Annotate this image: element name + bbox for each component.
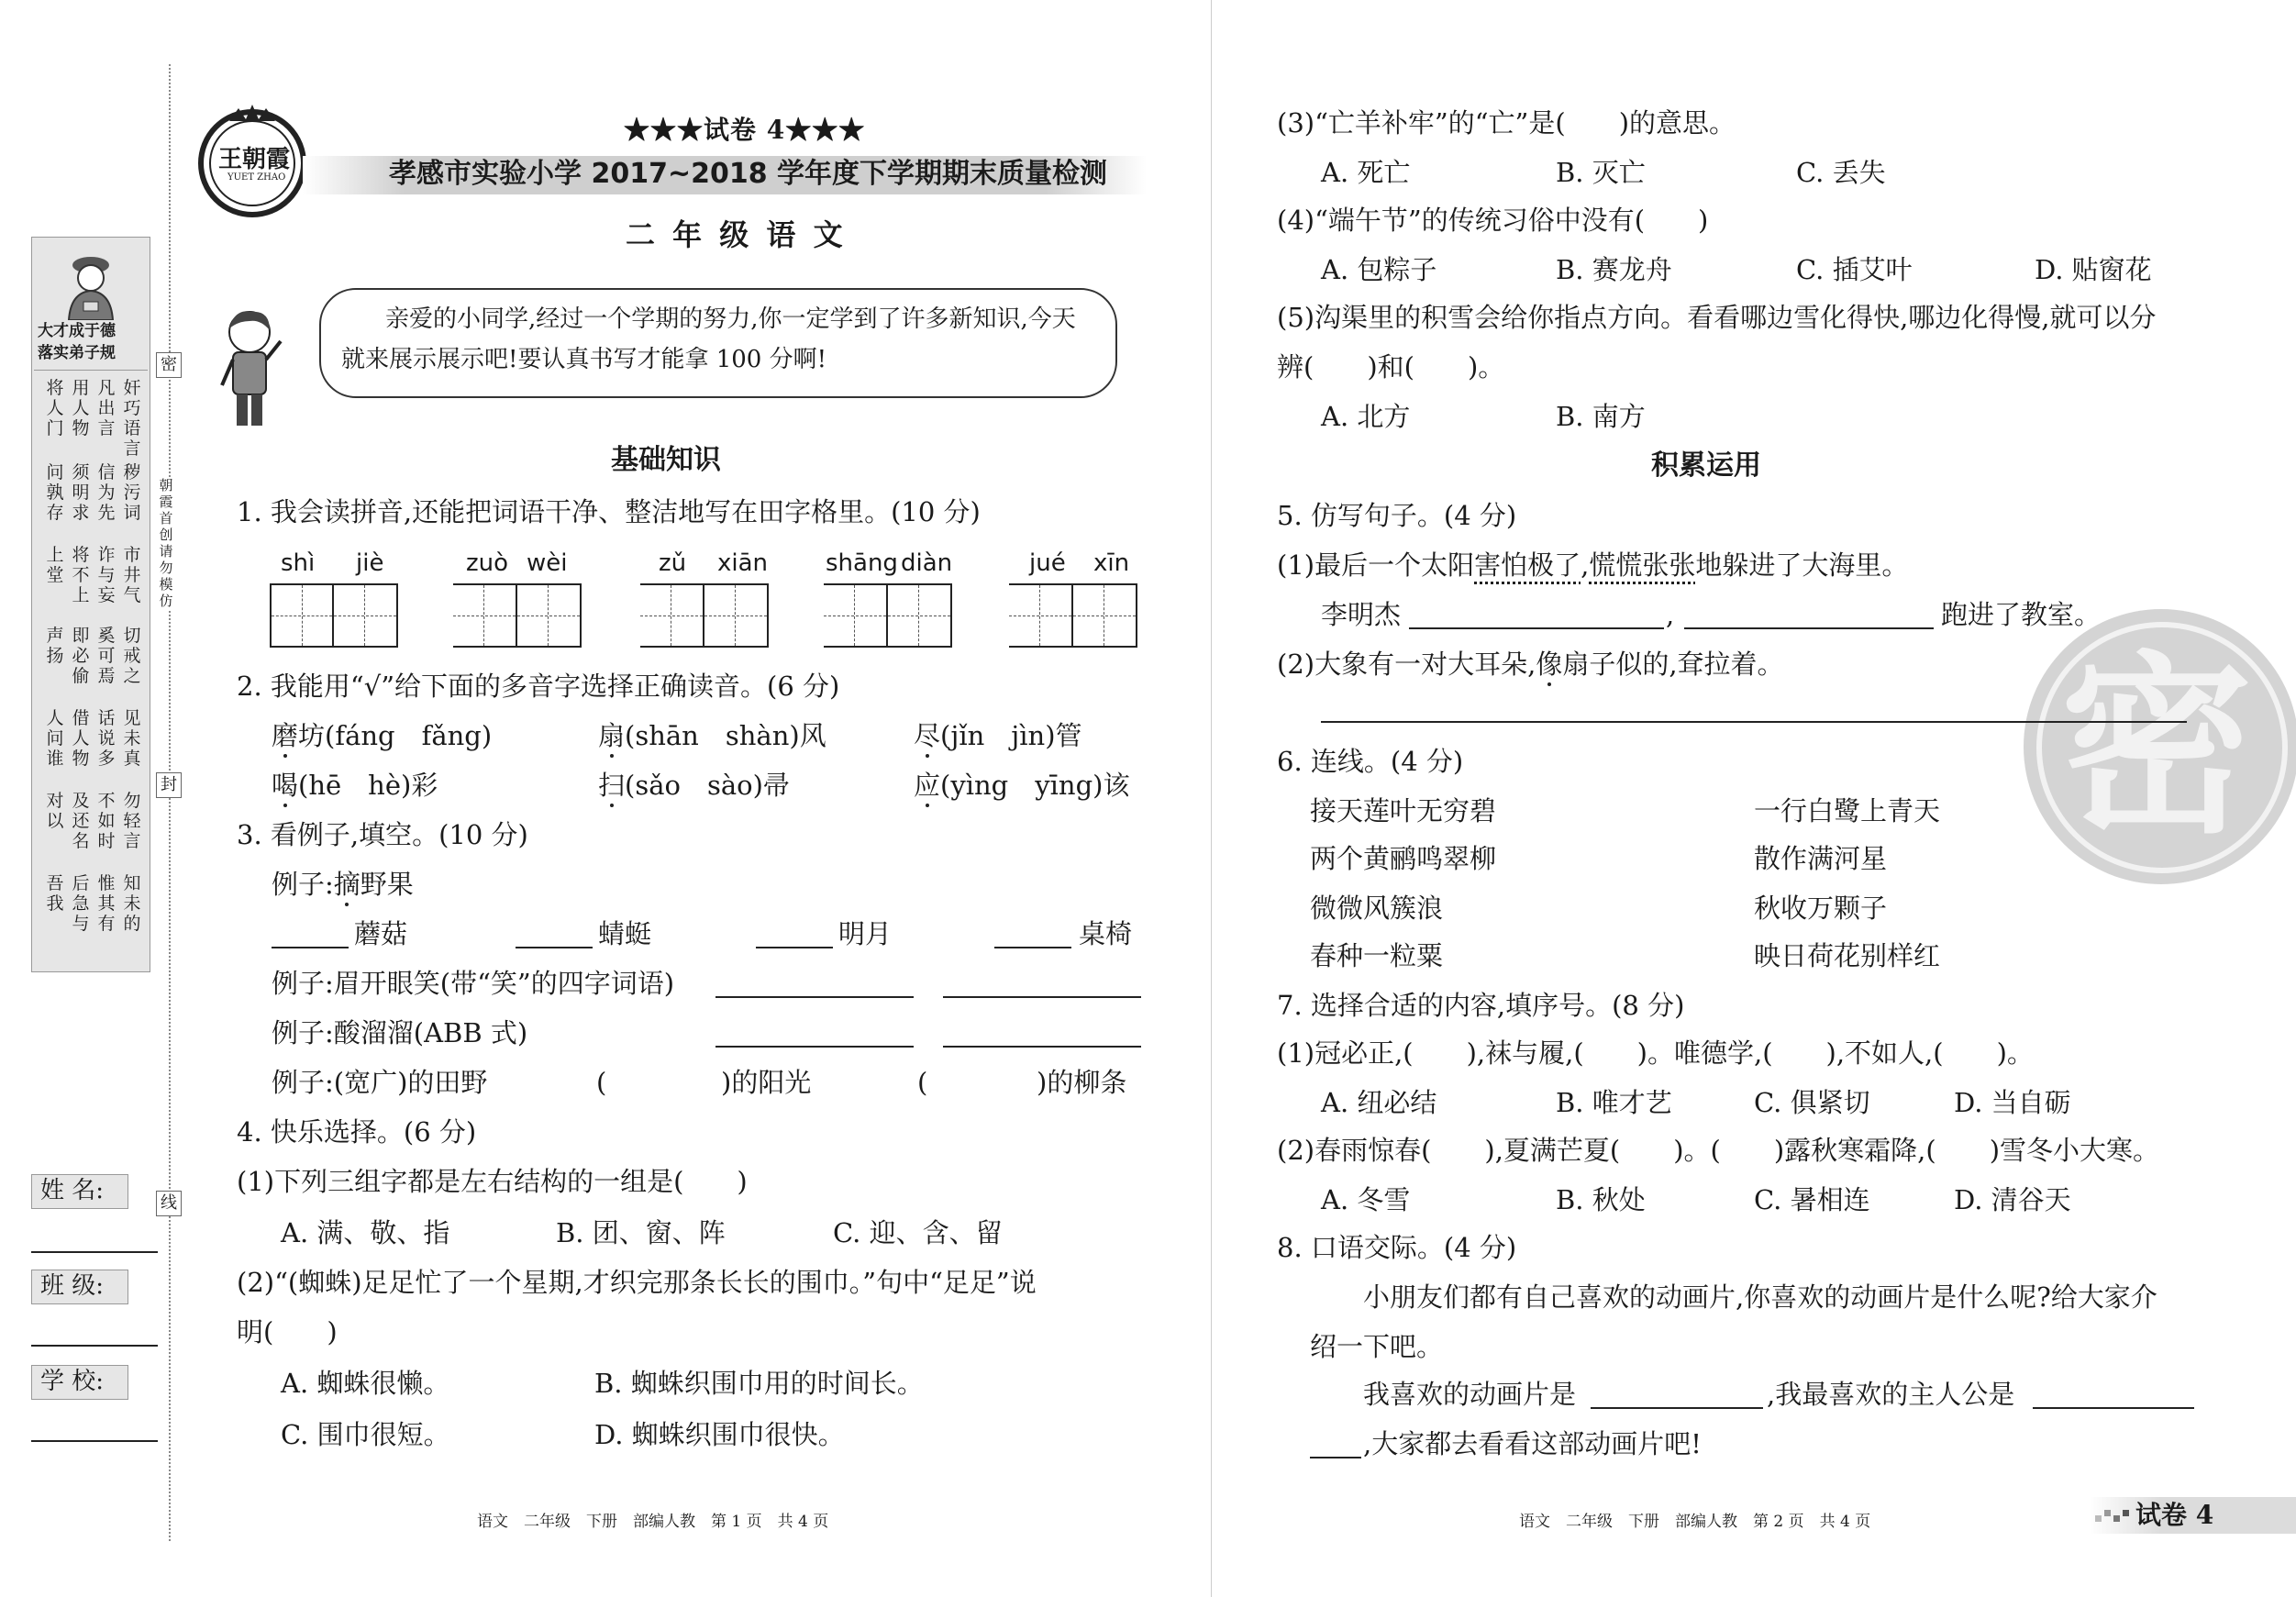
- q5-1-comma: ,: [1666, 599, 1675, 630]
- q5-2-pre: (2)大象有一对大耳朵,: [1277, 649, 1536, 680]
- q2-item-2: [598, 719, 826, 752]
- q8-line-4: ,大家都去看看这部动画片吧!: [1363, 1428, 1702, 1459]
- verse-col: 用人物: [72, 378, 90, 438]
- q4-3-option-b[interactable]: B. 灭亡: [1556, 157, 1646, 188]
- q4-2-option-d[interactable]: D. 蜘蛛织围巾很快。: [594, 1419, 845, 1450]
- pinyin-1a: shì: [281, 549, 316, 577]
- page-divider: [1211, 0, 1212, 1597]
- q2-item-3: [914, 719, 1082, 752]
- verse-col: 吾我: [46, 873, 64, 914]
- q2-char-dot: 扇: [598, 720, 626, 751]
- q5-2-answer-line[interactable]: [1321, 721, 2187, 723]
- pinyin-3b: xiān: [717, 549, 769, 577]
- verse-col: 后急与: [72, 873, 90, 934]
- q3-paren-open: (: [596, 1067, 607, 1098]
- verse-col: 诈与妄: [97, 545, 116, 605]
- q5-1-name: 李明杰: [1321, 599, 1402, 630]
- q3-example-label: 例子:: [272, 869, 334, 900]
- verse-col: 切戒之: [123, 626, 141, 686]
- q3-blank[interactable]: [715, 1046, 914, 1048]
- q4-2-line-1: (2)“(蜘蛛)足足忙了一个星期,才织完那条长长的围巾。”句中“足足”说: [237, 1267, 1037, 1298]
- q4-1-option-c[interactable]: C. 迎、含、留: [833, 1217, 1003, 1248]
- q3-fill-word: 桌椅: [1079, 918, 1133, 949]
- pinyin-4a: shāng: [826, 549, 898, 577]
- q7-1: (1)冠必正,( ),袜与履,( )。唯德学,( ),不如人,( )。: [1277, 1037, 2034, 1069]
- q3-fill-word: 蘑菇: [354, 918, 408, 949]
- tian-box[interactable]: [453, 583, 517, 648]
- q4-4-option-a[interactable]: A. 包粽子: [1321, 254, 1437, 285]
- verse-col: 上堂: [46, 545, 64, 585]
- q7-1-option-b[interactable]: B. 唯才艺: [1556, 1087, 1672, 1118]
- q5-1-post: 地躲进了大海里。: [1695, 549, 1909, 581]
- greeting-line-1: 亲爱的小同学,经过一个学期的努力,你一定学到了许多新知识,今天: [385, 305, 1076, 333]
- q7-1-option-a[interactable]: A. 纽必结: [1321, 1087, 1437, 1118]
- q2-rest[interactable]: (yìng yīng)该: [940, 770, 1130, 801]
- q6-left-3[interactable]: 微微风簇浪: [1310, 893, 1444, 924]
- q6-left-1[interactable]: 接天莲叶无穷碧: [1310, 795, 1497, 826]
- pinyin-5b: xīn: [1093, 549, 1130, 577]
- q7-1-option-d[interactable]: D. 当自砺: [1954, 1087, 2071, 1118]
- boy-illustration: [213, 305, 286, 433]
- sidebar-motto-panel: [31, 237, 150, 972]
- q4-5-line-1: (5)沟渠里的积雪会给你指点方向。看看哪边雪化得快,哪边化得慢,就可以分: [1277, 302, 2157, 333]
- tian-box[interactable]: [1009, 583, 1073, 648]
- logo-subtext: YUET ZHAO: [227, 172, 286, 183]
- verse-col: 见未真: [123, 708, 141, 769]
- q3-blank[interactable]: [943, 1046, 1141, 1048]
- verse-col: 信为先: [97, 462, 116, 523]
- verse-col: 对以: [46, 791, 64, 831]
- q4-5-line-2: 辨( )和( )。: [1277, 351, 1505, 383]
- q2-char-dot: 喝: [272, 770, 299, 801]
- tian-box[interactable]: [270, 583, 334, 648]
- q6-right-1[interactable]: 一行白鹭上青天: [1754, 795, 1941, 826]
- q3-paren-open: (: [917, 1067, 928, 1098]
- q3-fill-word: 明月: [838, 918, 893, 949]
- pinyin-2a: zuò: [466, 549, 509, 577]
- q8-blank-hero-2[interactable]: [1310, 1457, 1361, 1458]
- q3-blank-paren[interactable]: )的阳光: [721, 1067, 812, 1098]
- question-4: 4. 快乐选择。(6 分): [237, 1116, 477, 1148]
- q2-rest[interactable]: (hē hè)彩: [298, 770, 438, 801]
- school-label: 学 校:: [40, 1368, 105, 1395]
- q3-example-1: [272, 868, 414, 901]
- corner-badge-text: 试卷 4: [2135, 1500, 2214, 1530]
- q3-blank[interactable]: [516, 947, 593, 948]
- tian-box[interactable]: [1073, 583, 1137, 648]
- sidebar-motto-2: 落实弟子规: [38, 344, 116, 362]
- school-title: 孝感市实验小学 2017~2018 学年度下学期期末质量检测: [389, 158, 1108, 190]
- section-title-accumulation: 积累运用: [1651, 449, 1761, 482]
- q2-item-1: [272, 719, 492, 752]
- q6-right-4[interactable]: 映日荷花别样红: [1754, 940, 1941, 971]
- q5-1-blank-1[interactable]: [1409, 627, 1664, 629]
- q3-blank-paren[interactable]: )的柳条: [1037, 1067, 1127, 1098]
- tian-box[interactable]: [888, 583, 952, 648]
- q4-4: (4)“端午节”的传统习俗中没有( ): [1277, 205, 1709, 236]
- subject-title: 二 年 级 语 文: [626, 217, 847, 252]
- q6-left-2[interactable]: 两个黄鹂鸣翠柳: [1310, 843, 1497, 874]
- q3-blank[interactable]: [272, 947, 349, 948]
- q7-2-option-d[interactable]: D. 清谷天: [1954, 1184, 2071, 1215]
- q4-4-option-d[interactable]: D. 贴窗花: [2035, 254, 2152, 285]
- confidential-stamp: [2024, 609, 2296, 884]
- q5-1-end: 跑进了教室。: [1941, 599, 2102, 630]
- q7-2-option-a[interactable]: A. 冬雪: [1321, 1184, 1411, 1215]
- q4-4-option-b[interactable]: B. 赛龙舟: [1556, 254, 1672, 285]
- q5-2-post: 扇子似的,耷拉着。: [1562, 649, 1784, 680]
- q8-line-3a: 我喜欢的动画片是: [1363, 1379, 1577, 1410]
- tian-box[interactable]: [334, 583, 398, 648]
- q6-right-3[interactable]: 秋收万颗子: [1754, 893, 1888, 924]
- paper-badge: ★★★试卷 4★★★: [624, 115, 866, 145]
- pinyin-5a: jué: [1029, 549, 1066, 577]
- verse-col: 惟其有: [97, 873, 116, 934]
- q4-3: (3)“亡羊补牢”的“亡”是( )的意思。: [1277, 107, 1736, 139]
- q3-example-3: 例子:酸溜溜(ABB 式): [272, 1017, 528, 1048]
- verse-col: 须明求: [72, 462, 90, 523]
- q4-5-option-a[interactable]: A. 北方: [1321, 401, 1411, 432]
- pinyin-3a: zǔ: [659, 549, 687, 577]
- verse-col: 将人门: [46, 378, 64, 438]
- q4-1-option-a[interactable]: A. 满、敬、指: [281, 1217, 450, 1248]
- name-field[interactable]: [31, 1174, 160, 1257]
- question-5: 5. 仿写句子。(4 分): [1277, 500, 1517, 531]
- right-footer: 语文 二年级 下册 部编人教 第 2 页 共 4 页: [1519, 1513, 1871, 1531]
- class-label: 班 级:: [40, 1272, 105, 1300]
- q3-example-2: 例子:眉开眼笑(带“笑”的四字词语): [272, 968, 675, 999]
- verse-col: 话说多: [97, 708, 116, 769]
- question-1: 1. 我会读拼音,还能把词语干净、整洁地写在田字格里。(10 分): [237, 496, 981, 527]
- seal-label-original: 朝霞首创 请勿模仿: [156, 477, 176, 609]
- q3-fill-word: 蜻蜓: [598, 918, 652, 949]
- q2-char-dot: 磨: [272, 720, 299, 751]
- q3-blank[interactable]: [715, 996, 914, 998]
- q2-rest[interactable]: (shān shàn)风: [625, 720, 826, 751]
- verse-col: 人问谁: [46, 708, 64, 769]
- name-label: 姓 名:: [40, 1177, 105, 1204]
- q4-2-option-c[interactable]: C. 围巾很短。: [281, 1419, 450, 1450]
- sidebar-verse-block: [34, 370, 148, 967]
- verse-col: 知未的: [123, 873, 141, 934]
- greeting-line-2: 就来展示展示吧!要认真书写才能拿 100 分啊!: [341, 346, 827, 373]
- q3-example-rest: 野果: [360, 869, 414, 900]
- tian-box[interactable]: [640, 583, 704, 648]
- verse-col: 秽污词: [123, 462, 141, 523]
- header-logo: [193, 101, 312, 220]
- verse-col: 及还名: [72, 791, 90, 851]
- q3-blank[interactable]: [994, 947, 1071, 948]
- logo-text: 王朝霞: [218, 146, 291, 173]
- seal-label-feng: 封: [156, 772, 182, 798]
- q4-3-option-a[interactable]: A. 死亡: [1321, 157, 1411, 188]
- q5-2: [1277, 648, 1784, 681]
- school-field[interactable]: [31, 1365, 160, 1447]
- q5-1: [1277, 549, 1908, 582]
- binding-dotted-line: [169, 64, 171, 1541]
- q7-2: (2)春雨惊春( ),夏满芒夏( )。( )露秋寒霜降,( )雪冬小大寒。: [1277, 1135, 2160, 1166]
- seal-label-mi: 密: [156, 352, 182, 378]
- q5-1-pre: (1)最后一个太阳: [1277, 549, 1475, 581]
- verse-col: 声扬: [46, 626, 64, 666]
- scholar-illustration: [52, 247, 129, 320]
- verse-col: 奚可焉: [97, 626, 116, 686]
- q5-1-blank-2[interactable]: [1684, 627, 1934, 629]
- q7-1-option-c[interactable]: C. 俱紧切: [1754, 1087, 1870, 1118]
- q8-line-3b: ,我最喜欢的主人公是: [1767, 1379, 2015, 1410]
- q3-example-4: 例子:(宽广)的田野: [272, 1067, 488, 1098]
- q2-rest[interactable]: 坊(fáng fǎng): [298, 720, 493, 751]
- q2-char-dot: 应: [914, 770, 941, 801]
- sidebar-motto-1: 大才成于德: [38, 322, 116, 340]
- q2-rest[interactable]: (jǐn jìn)管: [940, 720, 1082, 751]
- q3-blank[interactable]: [756, 947, 833, 948]
- verse-col: 凡出言: [97, 378, 116, 438]
- seal-label-xian: 线: [156, 1191, 182, 1216]
- q8-blank-cartoon[interactable]: [1591, 1407, 1763, 1409]
- tian-box[interactable]: [517, 583, 582, 648]
- tian-box[interactable]: [704, 583, 769, 648]
- q2-item-4: [272, 769, 438, 802]
- q5-2-dot: 像: [1536, 649, 1563, 680]
- q4-1-option-b[interactable]: B. 团、窗、阵: [556, 1217, 726, 1248]
- verse-col: 问孰存: [46, 462, 64, 523]
- section-title-basics: 基础知识: [611, 444, 721, 476]
- question-7: 7. 选择合适的内容,填序号。(8 分): [1277, 990, 1685, 1021]
- school-line: [31, 1440, 158, 1442]
- pinyin-1b: jiè: [356, 549, 384, 577]
- q8-line-2: 绍一下吧。: [1310, 1331, 1444, 1362]
- q6-right-2[interactable]: 散作满河星: [1754, 843, 1888, 874]
- name-line: [31, 1251, 158, 1253]
- q4-4-option-c[interactable]: C. 插艾叶: [1796, 254, 1913, 285]
- q3-blank[interactable]: [943, 996, 1141, 998]
- verse-col: 市井气: [123, 545, 141, 605]
- question-2: 2. 我能用“√”给下面的多音字选择正确读音。(6 分): [237, 671, 840, 702]
- class-field[interactable]: [31, 1270, 160, 1352]
- verse-col: 即必偷: [72, 626, 90, 686]
- q4-2-option-b[interactable]: B. 蜘蛛织围巾用的时间长。: [594, 1368, 924, 1399]
- verse-col: 将不上: [72, 545, 90, 605]
- q5-1-mid: ,: [1581, 549, 1590, 581]
- verse-col: 勿轻言: [123, 791, 141, 851]
- q2-char-dot: 尽: [914, 720, 941, 751]
- verse-col: 奸巧语言: [123, 378, 141, 459]
- q2-item-5: [598, 769, 790, 802]
- pinyin-4b: diàn: [901, 549, 953, 577]
- left-footer: 语文 二年级 下册 部编人教 第 1 页 共 4 页: [477, 1513, 829, 1531]
- q7-2-option-c[interactable]: C. 暑相连: [1754, 1184, 1870, 1215]
- q4-3-option-c[interactable]: C. 丢失: [1796, 157, 1886, 188]
- q8-blank-hero-1[interactable]: [2033, 1407, 2194, 1409]
- q7-2-option-b[interactable]: B. 秋处: [1556, 1184, 1646, 1215]
- tian-box[interactable]: [824, 583, 888, 648]
- q8-line-1: 小朋友们都有自己喜欢的动画片,你喜欢的动画片是什么呢?给大家介: [1363, 1281, 2157, 1313]
- question-8: 8. 口语交际。(4 分): [1277, 1232, 1517, 1263]
- confidential-stamp-text: 密: [2060, 633, 2254, 859]
- q2-item-6: [914, 769, 1129, 802]
- q2-rest[interactable]: (sǎo sào)帚: [625, 770, 790, 801]
- q2-char-dot: 扫: [598, 770, 626, 801]
- question-6: 6. 连线。(4 分): [1277, 746, 1464, 777]
- q4-1: (1)下列三组字都是左右结构的一组是( ): [237, 1166, 748, 1197]
- verse-col: 借人物: [72, 708, 90, 769]
- q4-2-line-2: 明( ): [237, 1316, 338, 1347]
- q4-5-option-b[interactable]: B. 南方: [1556, 401, 1646, 432]
- q3-example-dot-char: 摘: [333, 869, 360, 900]
- corner-badge-squares: [2095, 1506, 2132, 1525]
- verse-col: 不如时: [97, 791, 116, 851]
- pinyin-2b: wèi: [527, 549, 568, 577]
- class-line: [31, 1345, 158, 1347]
- question-3: 3. 看例子,填空。(10 分): [237, 819, 528, 850]
- q4-2-option-a[interactable]: A. 蜘蛛很懒。: [281, 1368, 450, 1399]
- q5-1-dotted-2: 慌慌张张: [1589, 549, 1696, 581]
- q5-1-dotted: 害怕极了: [1474, 549, 1581, 581]
- q6-left-4[interactable]: 春种一粒粟: [1310, 940, 1444, 971]
